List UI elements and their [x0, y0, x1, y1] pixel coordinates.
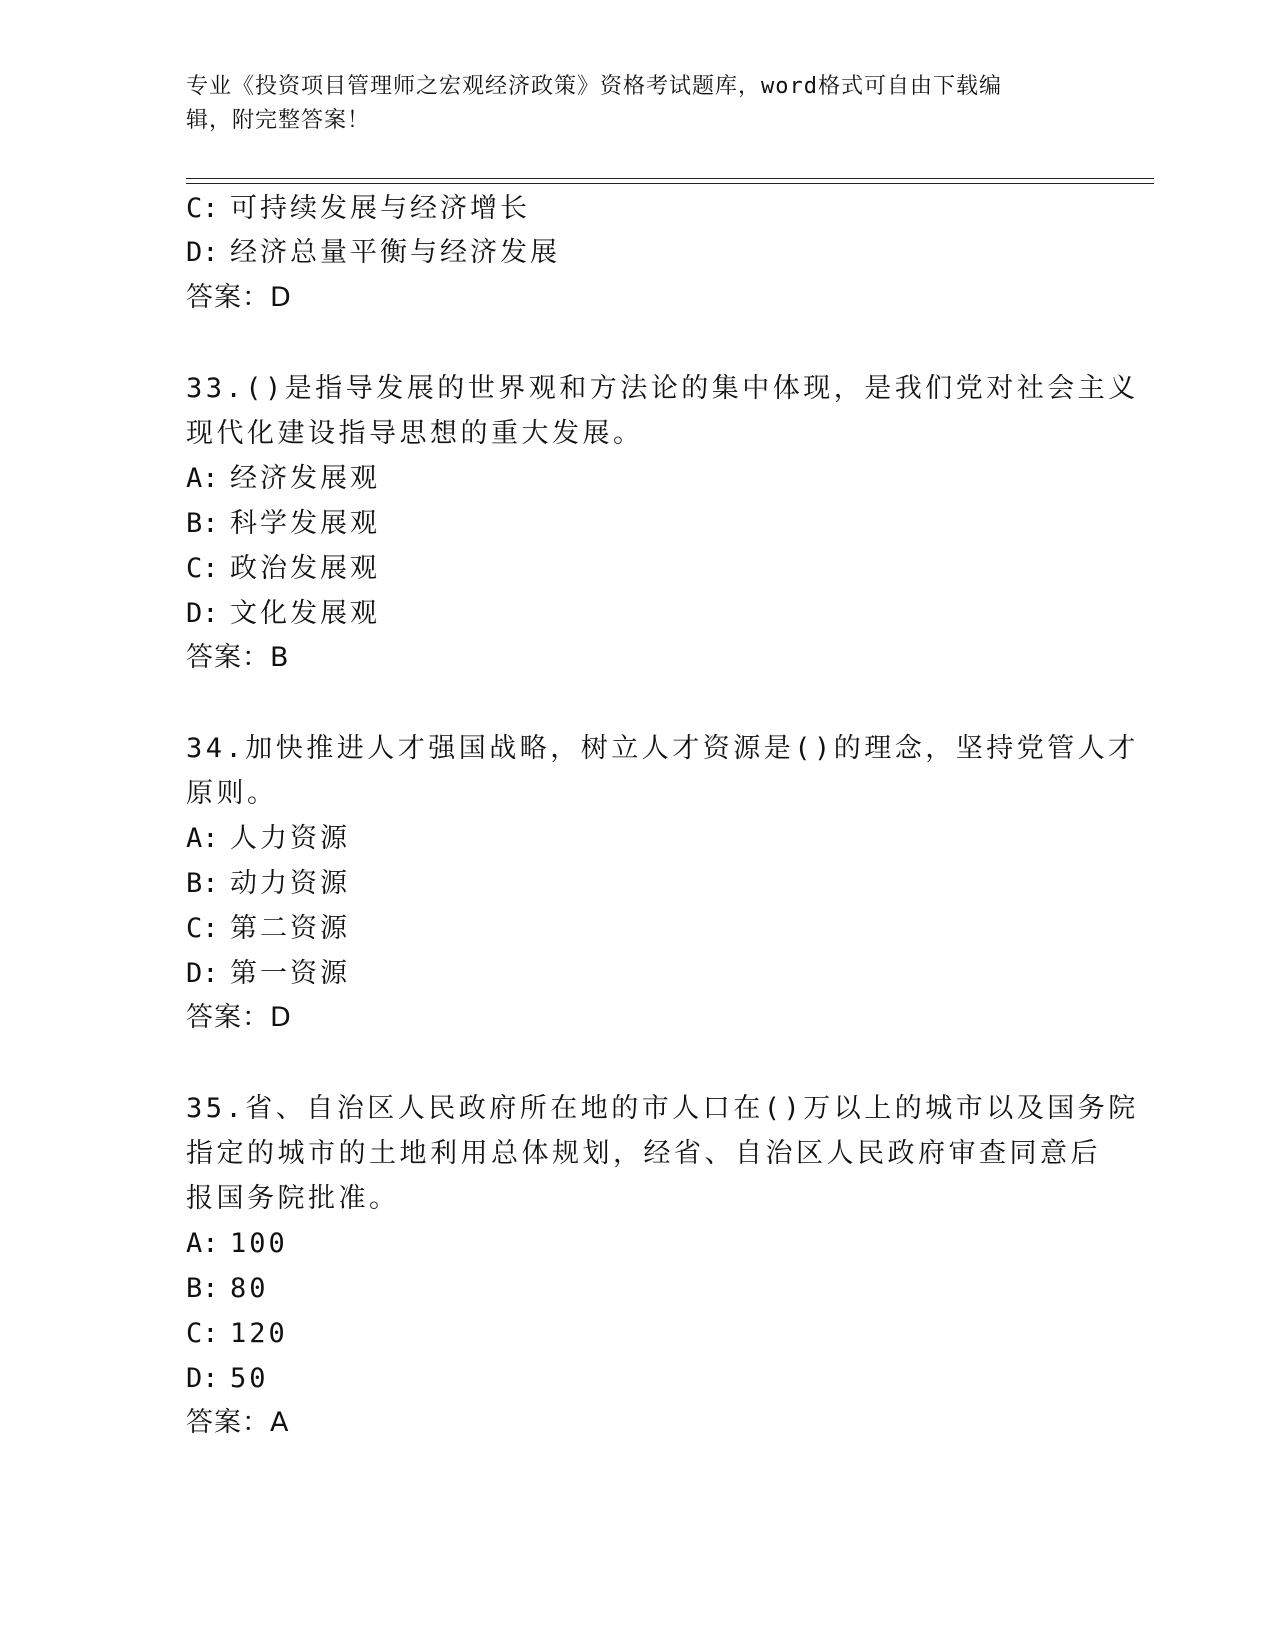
q34-option-c: [186, 906, 350, 952]
option-label: D:: [186, 598, 219, 629]
option-label: B:: [186, 868, 219, 899]
header-divider-top: [186, 178, 1154, 179]
q35-option-d: [186, 1356, 269, 1402]
option-text: 动力资源: [230, 868, 350, 899]
option-label: B:: [186, 1273, 219, 1304]
option-text: 文化发展观: [230, 598, 380, 629]
option-text: 50: [230, 1363, 269, 1394]
option-label: C:: [186, 913, 219, 944]
q35-option-b: [186, 1266, 269, 1312]
header-divider-bottom: [186, 183, 1154, 184]
q34-stem-line-1: 34.加快推进人才强国战略，树立人才资源是()的理念，坚持党管人才: [186, 733, 1139, 764]
q35-stem-line-1: 35.省、自治区人民政府所在地的市人口在()万以上的城市以及国务院: [186, 1093, 1139, 1124]
q33-option-b: [186, 501, 380, 547]
option-label: C:: [186, 1318, 219, 1349]
option-text: 120: [230, 1318, 288, 1349]
option-label: D:: [186, 237, 219, 268]
option-text: 经济总量平衡与经济发展: [230, 237, 560, 268]
option-label: C:: [186, 553, 219, 584]
q33-option-d: [186, 591, 380, 637]
q35-option-a: [186, 1221, 288, 1267]
option-text: 100: [230, 1228, 288, 1259]
q33-option-c: [186, 546, 380, 592]
option-label: D:: [186, 1363, 219, 1394]
option-text: 政治发展观: [230, 553, 380, 584]
q32-answer: 答案：D: [186, 282, 292, 313]
option-label: B:: [186, 508, 219, 539]
q34-option-a: [186, 816, 350, 862]
header-line-1: 专业《投资项目管理师之宏观经济政策》资格考试题库，word格式可自由下载编: [186, 74, 1002, 99]
q33-answer: 答案：B: [186, 642, 290, 673]
q34-stem-line-2: 原则。: [186, 778, 278, 809]
option-label: D:: [186, 958, 219, 989]
option-text: 第一资源: [230, 958, 350, 989]
option-text: 80: [230, 1273, 269, 1304]
q35-stem-line-2: 指定的城市的土地利用总体规划，经省、自治区人民政府审查同意后: [186, 1138, 1101, 1169]
option-text: 经济发展观: [230, 463, 380, 494]
q32-option-d: [186, 230, 560, 276]
q33-option-a: [186, 456, 380, 502]
option-label: C:: [186, 193, 219, 224]
q35-option-c: [186, 1311, 288, 1357]
option-text: 可持续发展与经济增长: [230, 193, 530, 224]
q33-stem-line-1: 33.()是指导发展的世界观和方法论的集中体现，是我们党对社会主义: [186, 373, 1139, 404]
option-text: 第二资源: [230, 913, 350, 944]
option-label: A:: [186, 823, 219, 854]
option-label: A:: [186, 1228, 219, 1259]
q34-answer: 答案：D: [186, 1002, 292, 1033]
q34-option-b: [186, 861, 350, 907]
option-label: A:: [186, 463, 219, 494]
header-line-2: 辑，附完整答案！: [186, 108, 371, 133]
option-text: 人力资源: [230, 823, 350, 854]
page-header: [186, 70, 1066, 138]
q34-option-d: [186, 951, 350, 997]
q35-answer: 答案：A: [186, 1407, 290, 1438]
q35-stem-line-3: 报国务院批准。: [186, 1183, 400, 1214]
q33-stem-line-2: 现代化建设指导思想的重大发展。: [186, 418, 644, 449]
q32-option-c: [186, 186, 530, 232]
option-text: 科学发展观: [230, 508, 380, 539]
